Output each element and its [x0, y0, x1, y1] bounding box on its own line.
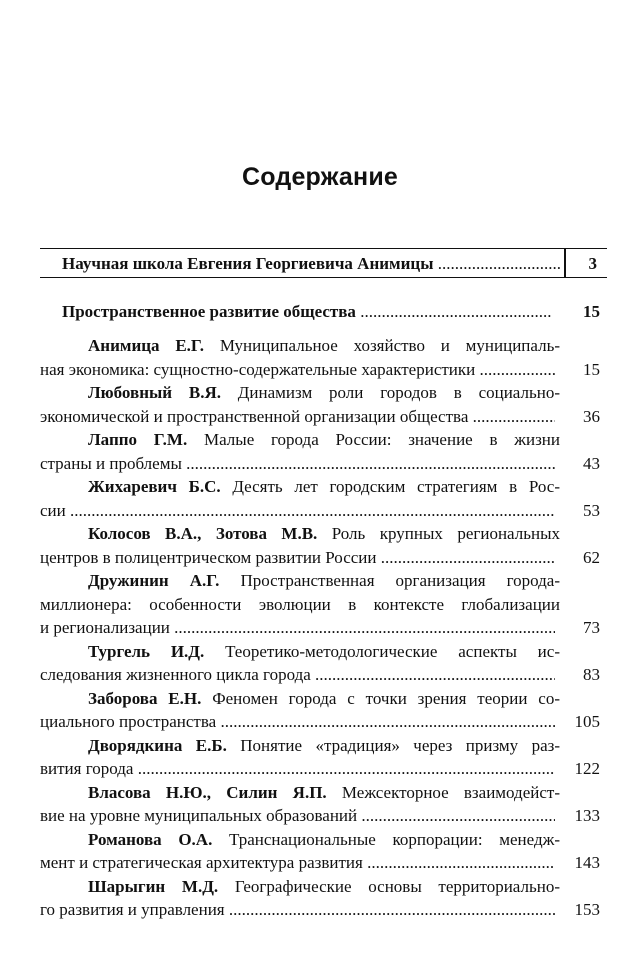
- toc-entry[interactable]: [40, 428, 600, 475]
- toc-entry[interactable]: [40, 781, 600, 828]
- toc-entry[interactable]: [40, 381, 600, 428]
- entry-page-number: 122: [574, 759, 600, 778]
- toc-entries: [40, 334, 600, 922]
- entry-title-part: Малые города России: значение в жизни: [187, 430, 560, 449]
- entry-page-number: 73: [583, 618, 600, 637]
- entry-first-line: [40, 522, 560, 546]
- entry-first-line: [40, 569, 560, 593]
- toc-entry[interactable]: [40, 734, 600, 781]
- toc-entry[interactable]: [40, 875, 600, 922]
- entry-first-line: [40, 781, 560, 805]
- entry-page-number: 105: [574, 712, 600, 731]
- entry-last-line: сии .....: [40, 499, 555, 523]
- entry-page-number: 153: [574, 900, 600, 919]
- entry-first-line: [40, 875, 560, 899]
- entry-author: Тургель И.Д.: [88, 641, 205, 661]
- section-page: 15: [583, 302, 600, 321]
- page-title: Содержание: [241, 163, 399, 191]
- intro-entry-page: 3: [588, 254, 597, 273]
- intro-divider: [564, 249, 566, 277]
- entry-first-line: [40, 334, 560, 358]
- entry-author: Шарыгин М.Д.: [88, 876, 219, 896]
- entry-author: Жихаревич Б.С.: [88, 477, 221, 496]
- entry-title-part: Муниципальное хозяйство и муниципаль-: [204, 336, 560, 355]
- entry-last-line: и регионализации .....: [40, 616, 555, 640]
- toc-entry[interactable]: [40, 828, 600, 875]
- entry-title-part: Географические основы территориально-: [218, 876, 560, 896]
- entry-last-line: го развития и управления .....: [40, 898, 555, 922]
- entry-page-number: 15: [583, 359, 600, 379]
- toc-entry[interactable]: [40, 687, 600, 734]
- entry-page-number: 143: [574, 853, 600, 872]
- entry-author: Дворядкина Е.Б.: [88, 735, 227, 755]
- entry-last-line: вития города .....: [40, 757, 555, 781]
- entry-page-number: 83: [583, 665, 600, 684]
- entry-last-line: ная экономика: сущностно-содержательные характеристики .....: [40, 358, 555, 382]
- entry-page-number: 133: [574, 806, 600, 825]
- entry-page-number: 36: [583, 406, 600, 426]
- entry-author: Лаппо Г.М.: [88, 430, 188, 449]
- toc-entry[interactable]: [40, 569, 600, 640]
- entry-last-line: циального пространства .....: [40, 710, 555, 734]
- entry-author: Заборова Е.Н.: [88, 688, 202, 708]
- entry-title-part: Динамизм роли городов в социально-: [220, 383, 560, 402]
- entry-first-line: [40, 428, 560, 452]
- entry-last-line: страны и проблемы .....: [40, 452, 555, 476]
- entry-author: Любовный В.Я.: [88, 383, 221, 402]
- intro-entry[interactable]: [40, 248, 607, 278]
- entry-title-part: Межсекторное взаимодейст-: [326, 782, 560, 802]
- entry-title-part: Десять лет городским стратегиям в Рос-: [220, 477, 560, 496]
- entry-first-line: [40, 687, 560, 711]
- entry-title-part: Теоретико-методологические аспекты ис-: [204, 641, 560, 661]
- entry-last-line: экономической и пространственной организации общества .....: [40, 405, 555, 429]
- entry-title-part: Роль крупных региональных: [317, 524, 560, 543]
- toc-entry[interactable]: [40, 475, 600, 522]
- entry-middle-line: миллионера: особенности эволюции в контексте глобализации: [40, 594, 560, 614]
- section-heading: Пространственное развитие общества .....: [62, 302, 552, 322]
- entry-last-line: вие на уровне муниципальных образований .....: [40, 804, 555, 828]
- entry-first-line: [40, 734, 560, 758]
- entry-last-line: центров в полицентрическом развитии России .....: [40, 546, 555, 570]
- entry-title-part: Транснациональные корпорации: менедж-: [212, 829, 560, 849]
- entry-first-line: [40, 381, 560, 405]
- entry-last-line: следования жизненного цикла города .....: [40, 663, 555, 687]
- toc-entry[interactable]: [40, 334, 600, 381]
- entry-first-line: [40, 475, 560, 499]
- entry-last-line: мент и стратегическая архитектура развития .....: [40, 851, 555, 875]
- entry-page-number: 53: [583, 500, 600, 520]
- entry-page-number: 43: [583, 453, 600, 473]
- entry-title-part: Пространственная организация города-: [219, 571, 560, 590]
- intro-entry-title: Научная школа Евгения Георгиевича Анимицы .....: [62, 254, 562, 274]
- entry-title-part: Понятие «традиция» через призму раз-: [226, 735, 560, 755]
- entry-first-line: [40, 640, 560, 664]
- entry-page-number: 62: [583, 547, 600, 567]
- toc-entry[interactable]: [40, 522, 600, 569]
- entry-author: Романова О.А.: [88, 829, 213, 849]
- entry-first-line: [40, 828, 560, 852]
- entry-title-part: Феномен города с точки зрения теории со-: [201, 688, 560, 708]
- entry-author: Анимица Е.Г.: [88, 336, 205, 355]
- entry-author: Дружинин А.Г.: [88, 571, 220, 590]
- entry-author: Колосов В.А., Зотова М.В.: [88, 524, 318, 543]
- toc-entry[interactable]: [40, 640, 600, 687]
- entry-author: Власова Н.Ю., Силин Я.П.: [88, 782, 327, 802]
